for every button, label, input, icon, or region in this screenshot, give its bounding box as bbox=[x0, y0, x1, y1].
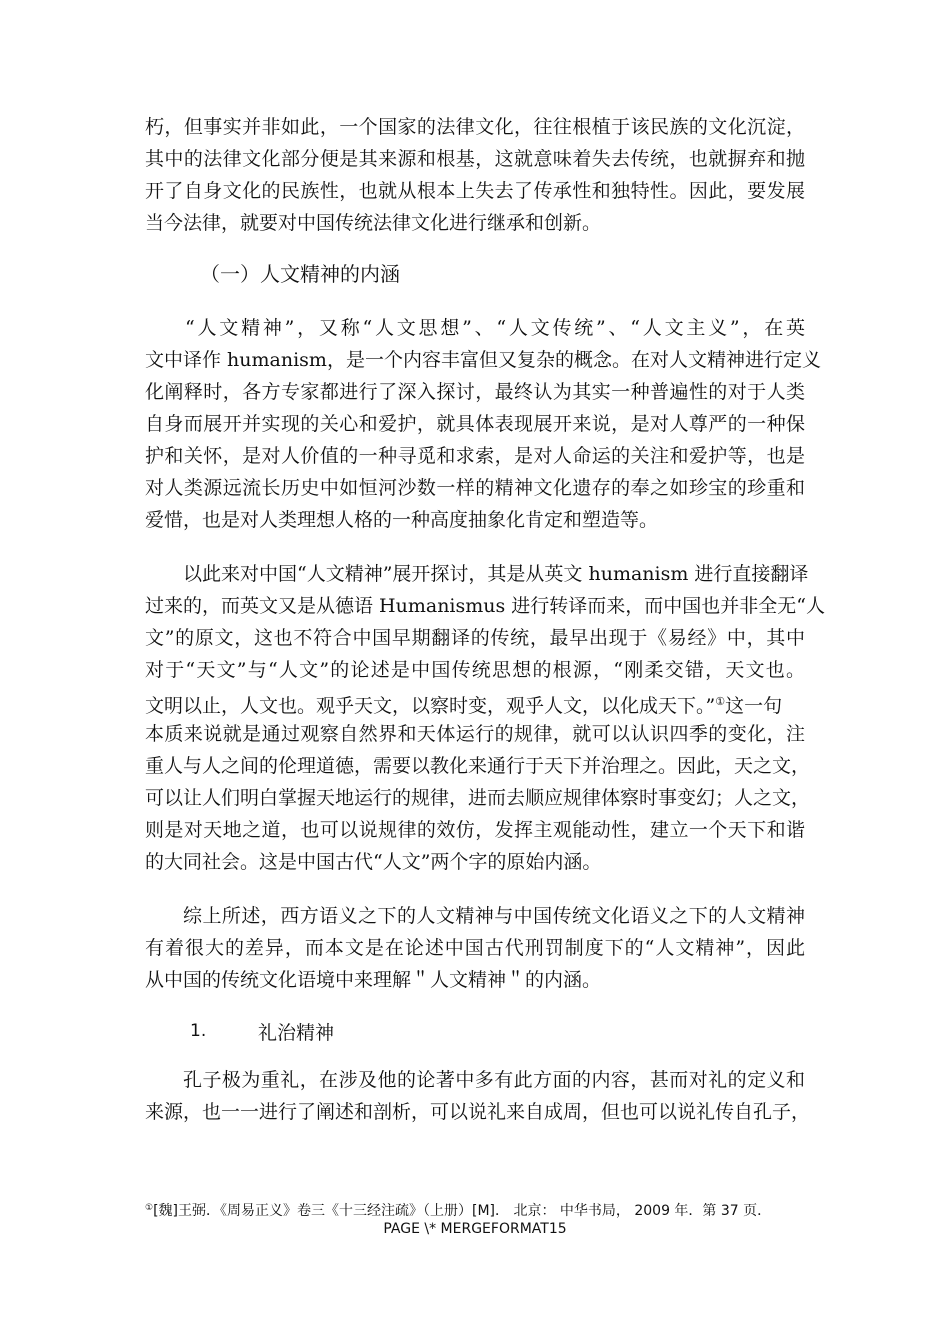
text-line: 来源，也一一进行了阐述和剖析，可以说礼来自成周，但也可以说礼传自孔子， bbox=[145, 1101, 811, 1123]
text-segment: 文明以止，人文也。观乎天文，以察时变，观乎人文，以化成天下。” bbox=[145, 695, 716, 717]
text-line: 本质来说就是通过观察自然界和天体运行的规律，就可以认识四季的变化，注 bbox=[145, 723, 805, 745]
text-line: 护和关怀，是对人价值的一种寻觅和求索，是对人命运的关注和爱护等，也是 bbox=[145, 445, 805, 467]
text-line: 自身而展开并实现的关心和爱护，就具体表现展开来说，是对人尊严的一种保 bbox=[145, 413, 805, 435]
subsection-number: 1. bbox=[190, 1021, 207, 1041]
text-line: 从中国的传统文化语境中来理解＂人文精神＂的内涵。 bbox=[145, 969, 602, 991]
footnote-mark: ① bbox=[145, 1203, 154, 1213]
text-line: 孔子极为重礼，在涉及他的论著中多有此方面的内容，甚而对礼的定义和 bbox=[183, 1069, 805, 1091]
text-line: 有着很大的差异，而本文是在论述中国古代刑罚制度下的“人文精神”，因此 bbox=[145, 937, 805, 959]
section-heading: （一）人文精神的内涵 bbox=[200, 262, 400, 286]
subsection-title: 礼治精神 bbox=[258, 1022, 335, 1044]
text-line: “人文精神”，又称“人文思想”、“人文传统”、“人文主义”，在英 bbox=[185, 317, 805, 339]
text-line: 化阐释时，各方专家都进行了深入探讨，最终认为其实一种普遍性的对于人类 bbox=[145, 381, 805, 403]
paragraph-5 bbox=[145, 1064, 811, 1128]
text-segment: 这一句 bbox=[725, 695, 783, 717]
text-line: 其中的法律文化部分便是其来源和根基，这就意味着失去传统，也就摒弃和抛 bbox=[145, 148, 805, 170]
text-line: 开了自身文化的民族性，也就从根本上失去了传承性和独特性。因此，要发展 bbox=[145, 180, 805, 202]
paragraph-4 bbox=[145, 900, 805, 996]
text-line: 综上所述，西方语义之下的人文精神与中国传统文化语义之下的人文精神 bbox=[183, 905, 805, 927]
text-line: 的大同社会。这是中国古代“人文”两个字的原始内涵。 bbox=[145, 851, 602, 873]
text-line: 文中译作 humanism，是一个内容丰富但又复杂的概念。在对人文精神进行定义 bbox=[145, 349, 821, 371]
text-line-with-note bbox=[145, 686, 805, 718]
paragraph-2 bbox=[145, 312, 821, 536]
text-line: 对于“天文”与“人文”的论述是中国传统思想的根源，“刚柔交错，天文也。 bbox=[145, 659, 805, 681]
footnote bbox=[145, 1200, 810, 1220]
footnote-text: [魏]王弼．《周易正义》卷三《十三经注疏》（上册）[M]． 北京： 中华书局， 2009 年．第 37 页． bbox=[153, 1203, 772, 1219]
text-line: 朽，但事实并非如此，一个国家的法律文化，往往根植于该民族的文化沉淀， bbox=[145, 116, 805, 138]
text-line: 文”的原文，这也不符合中国早期翻译的传统，最早出现于《易经》中，其中 bbox=[145, 627, 805, 649]
text-line: 则是对天地之道，也可以说规律的效仿，发挥主观能动性，建立一个天下和谐 bbox=[145, 819, 805, 841]
text-line: 重人与人之间的伦理道德，需要以教化来通行于天下并治理之。因此，天之文， bbox=[145, 755, 811, 777]
text-line: 爱惜，也是对人类理想人格的一种高度抽象化肯定和塑造等。 bbox=[145, 509, 659, 531]
paragraph-3 bbox=[145, 558, 826, 878]
text-line: 当今法律，就要对中国传统法律文化进行继承和创新。 bbox=[145, 212, 602, 234]
footnote-reference[interactable]: ① bbox=[715, 695, 726, 708]
text-line: 过来的，而英文又是从德语 Humanismus 进行转译而来，而中国也并非全无“人 bbox=[145, 595, 826, 617]
paragraph-1 bbox=[145, 111, 805, 239]
page-number-field: PAGE \* MERGEFORMAT15 bbox=[383, 1221, 567, 1237]
text-line: 以此来对中国“人文精神”展开探讨，其是从英文 humanism 进行直接翻译 bbox=[183, 563, 809, 585]
text-line: 可以让人们明白掌握天地运行的规律，进而去顺应规律体察时事变幻；人之文， bbox=[145, 787, 811, 809]
text-line: 对人类源远流长历史中如恒河沙数一样的精神文化遗存的奉之如珍宝的珍重和 bbox=[145, 477, 805, 499]
